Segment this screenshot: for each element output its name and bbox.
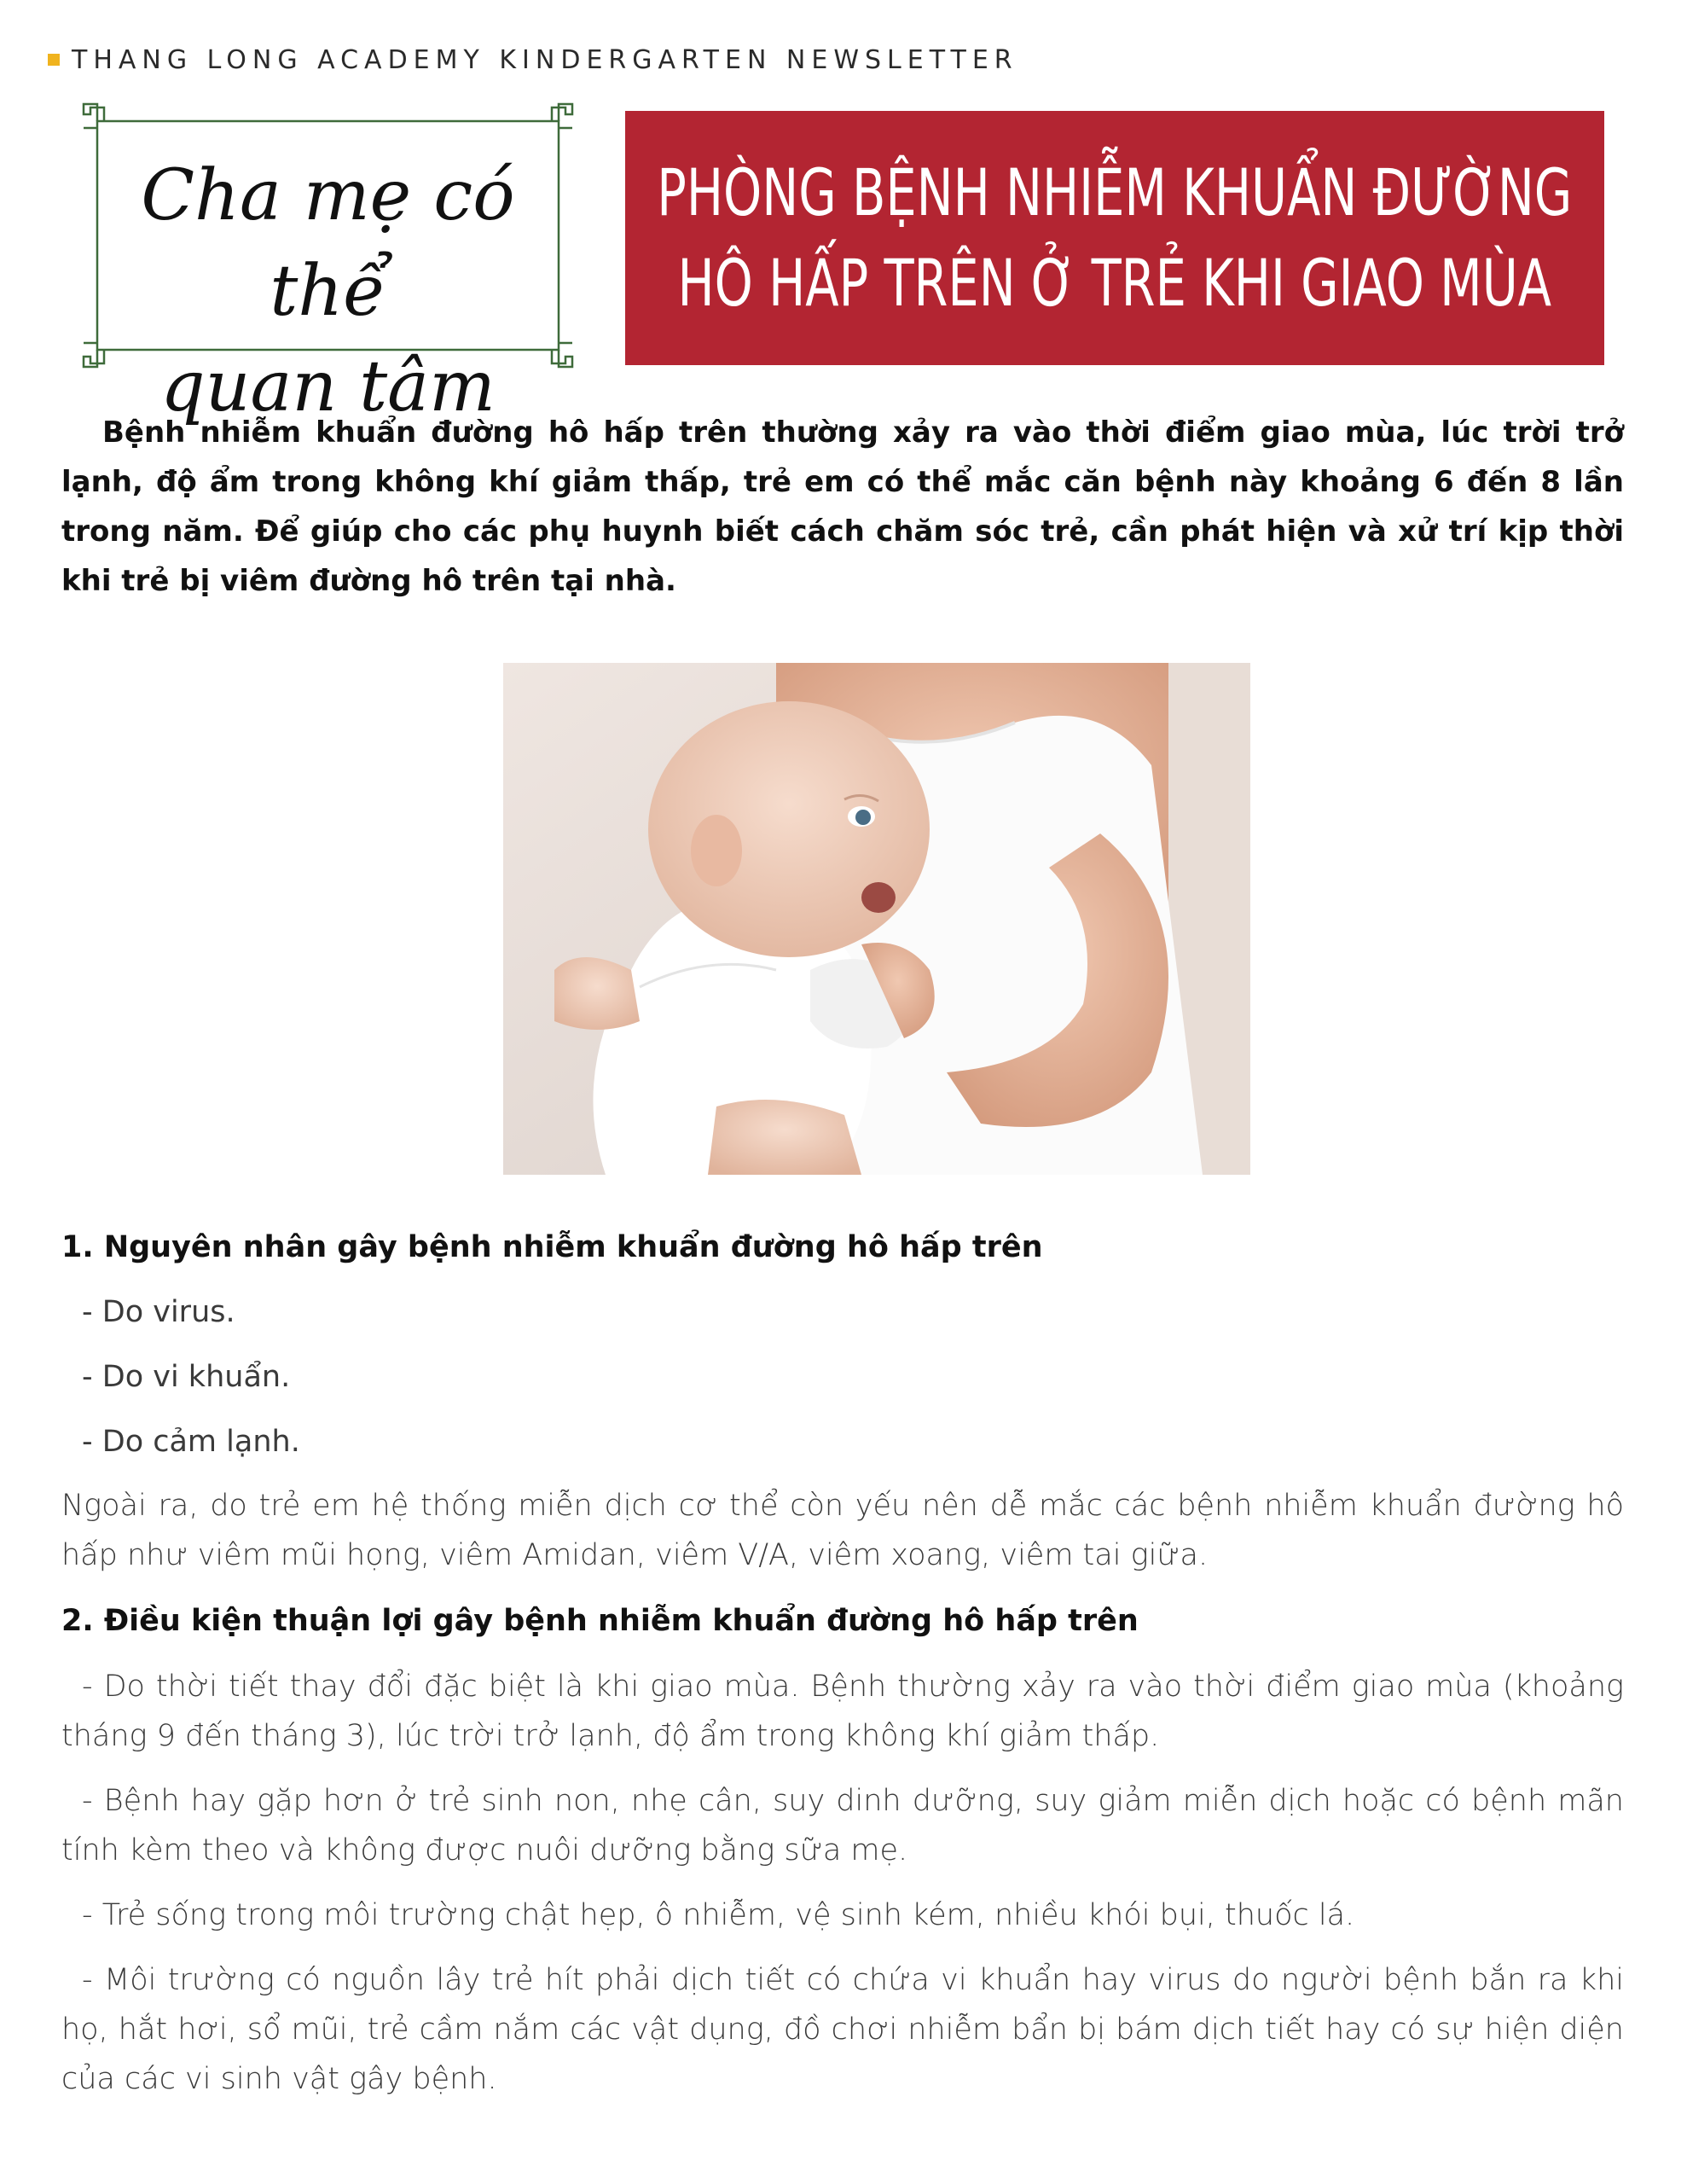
section-1-heading: 1. Nguyên nhân gây bệnh nhiễm khuẩn đường hô hấp trên bbox=[61, 1230, 1043, 1264]
section-1-note: Ngoài ra, do trẻ em hệ thống miễn dịch cơ thể còn yếu nên dễ mắc các bệnh nhiễm khuẩn đường hô hấp như viêm mũi họng, viêm Amidan, viêm V/A, viêm xoang, viêm tai giữa. bbox=[61, 1489, 1624, 1572]
mother-baby-photo bbox=[503, 663, 1250, 1175]
article-title-line-2: HÔ HẤP TRÊN Ở TRẺ KHI GIAO MÙA bbox=[677, 245, 1552, 321]
column-frame bbox=[78, 102, 577, 427]
section-2-item: - Trẻ sống trong môi trường chật hẹp, ô nhiễm, vệ sinh kém, nhiều khói bụi, thuốc lá. bbox=[82, 1898, 1355, 1932]
section-2-item: - Bệnh hay gặp hơn ở trẻ sinh non, nhẹ cân, suy dinh dưỡng, suy giảm miễn dịch hoặc có bệnh mãn tính kèm theo và không được nuôi dưỡng bằng sữa mẹ. bbox=[61, 1784, 1624, 1867]
section-2-heading: 2. Điều kiện thuận lợi gây bệnh nhiễm khuẩn đường hô hấp trên bbox=[61, 1604, 1139, 1638]
intro-paragraph: Bệnh nhiễm khuẩn đường hô hấp trên thường xảy ra vào thời điểm giao mùa, lúc trời trở lạnh, độ ẩm trong không khí giảm thấp, trẻ em có thể mắc căn bệnh này khoảng 6 đến 8 lần trong năm. Để giúp cho các phụ huynh biết cách chăm sóc trẻ, cần phát hiện và xử trí kịp thời khi trẻ bị viêm đường hô trên tại nhà. bbox=[61, 415, 1624, 598]
newsletter-masthead bbox=[48, 44, 1018, 75]
section-1-item: - Do cảm lạnh. bbox=[82, 1425, 300, 1459]
article-title bbox=[657, 148, 1572, 328]
section-2-item: - Môi trường có nguồn lây trẻ hít phải dịch tiết có chứa vi khuẩn hay virus do người bệnh bắn ra khi họ, hắt hơi, sổ mũi, trẻ cầm nắm các vật dụng, đồ chơi nhiễm bẩn bị bám dịch tiết hay có sự hiện diện của các vi sinh vật gây bệnh. bbox=[61, 1963, 1624, 2096]
section-1-item: - Do vi khuẩn. bbox=[82, 1360, 291, 1394]
masthead-accent-square bbox=[48, 54, 60, 66]
article-title-banner bbox=[625, 111, 1604, 365]
column-title bbox=[78, 148, 577, 435]
article-title-line-1: PHÒNG BỆNH NHIỄM KHUẨN ĐƯỜNG bbox=[657, 154, 1573, 230]
column-title-line-2: quan tâm bbox=[160, 346, 496, 427]
section-2-item: - Do thời tiết thay đổi đặc biệt là khi giao mùa. Bệnh thường xảy ra vào thời điểm giao mùa (khoảng tháng 9 đến tháng 3), lúc trời trở lạnh, độ ẩm trong không khí giảm thấp. bbox=[61, 1670, 1624, 1753]
masthead-text: THANG LONG ACADEMY KINDERGARTEN NEWSLETTER bbox=[72, 44, 1018, 75]
column-title-line-1: Cha mẹ có thể bbox=[141, 155, 515, 332]
photo-illustration bbox=[503, 663, 1250, 1175]
section-1-item: - Do virus. bbox=[82, 1295, 235, 1329]
